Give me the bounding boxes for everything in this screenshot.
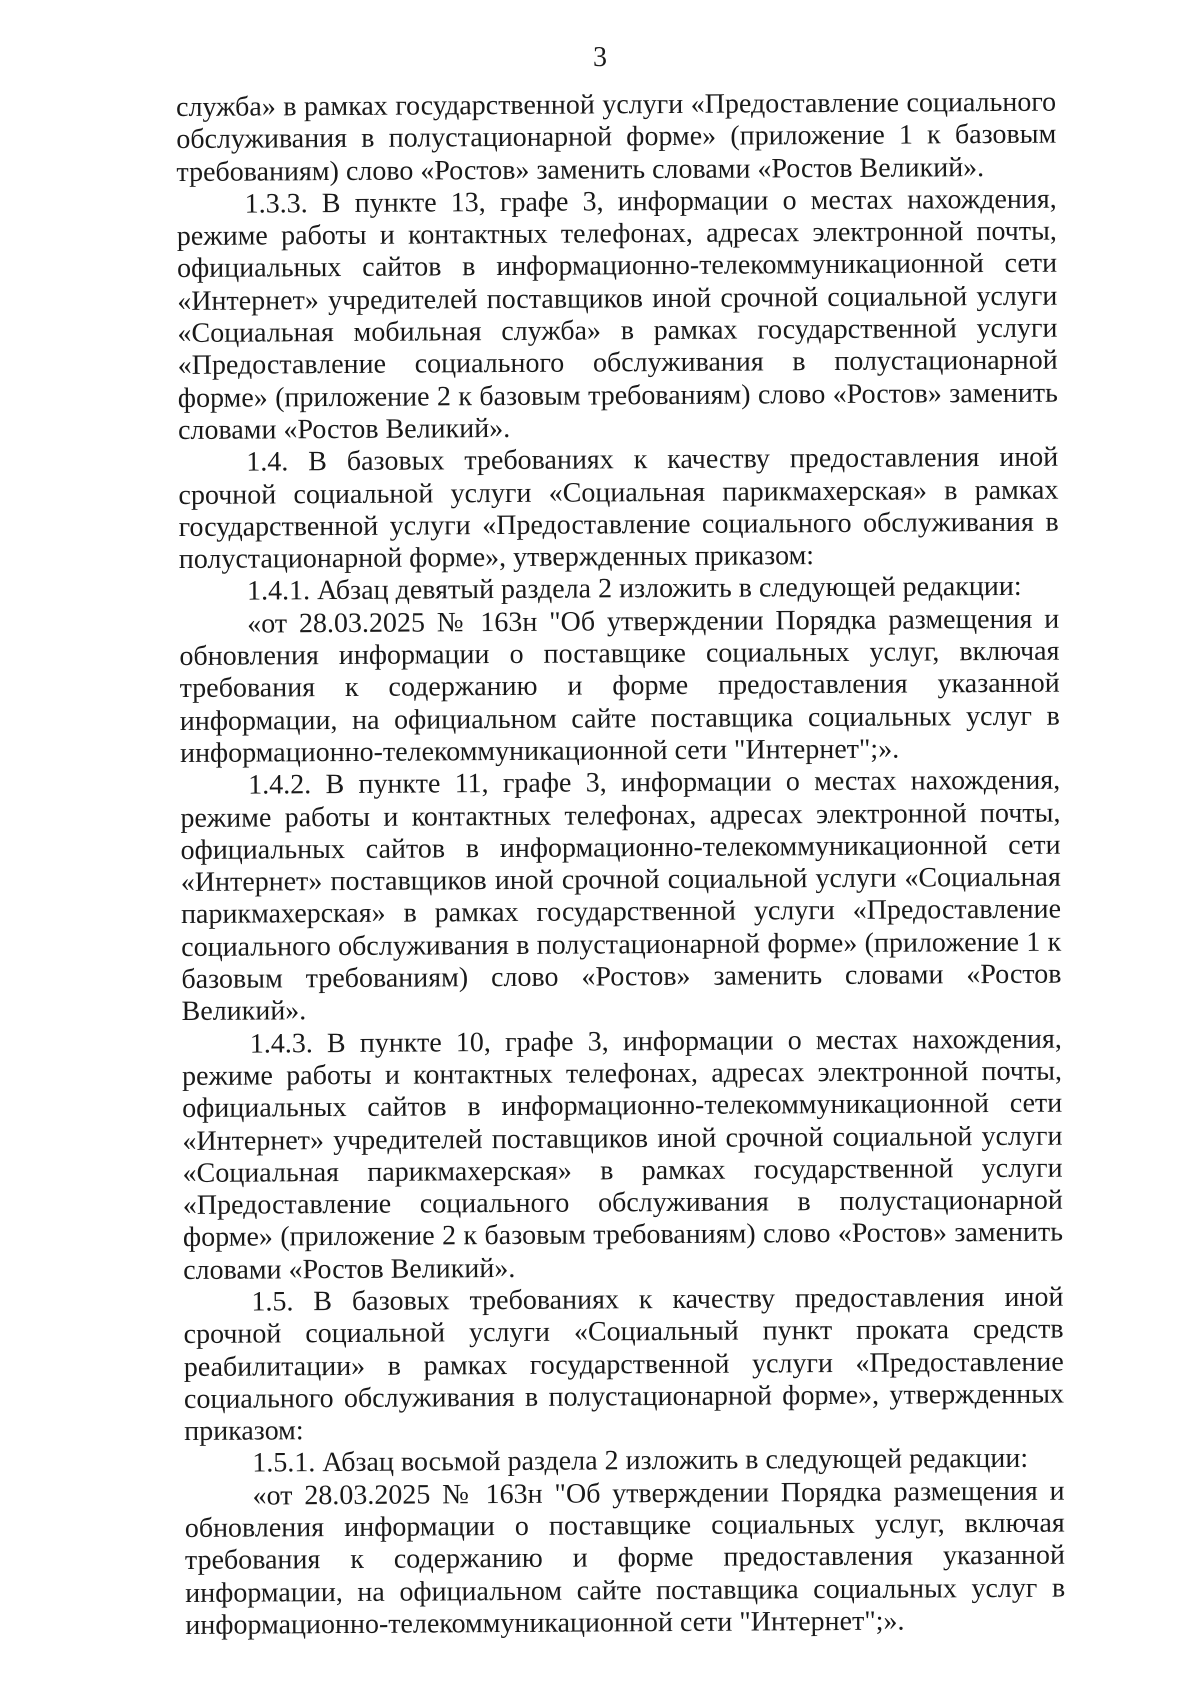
paragraph-1-3-3: 1.3.3. В пункте 13, графе 3, информации о местах нахождения, режиме работы и контактных телефонах, адресах электронной почты, официальных сайтов в информационно-телекоммуникационной сети «Интернет» учредителей поставщиков иной срочной социальной услуги «Социальная мобильная служба» в рамках государственной услуги «Предоставление социального обслуживания в полустационарной форме» (приложение 2 к базовым требованиям) слово «Ростов» заменить словами «Ростов Великий». bbox=[176, 183, 1058, 446]
paragraph-1-4-1: 1.4.1. Абзац девятый раздела 2 изложить в следующей редакции: bbox=[246, 571, 1022, 608]
paragraph-1-4: 1.4. В базовых требованиях к качеству предоставления иной срочной социальной услуги «Социальная парикмахерская» в рамках государственной услуги «Предоставление социального обслуживания в полустационарной форме», утвержденных приказом: bbox=[178, 441, 1059, 576]
document-body bbox=[176, 87, 1065, 1643]
paragraph-continuation: служба» в рамках государственной услуги «Предоставление социального обслуживания в полустационарной форме» (приложение 1 к базовым требованиям) слово «Ростов» заменить словами «Ростов Великий». bbox=[176, 86, 1057, 188]
paragraph-1-5-1: 1.5.1. Абзац восьмой раздела 2 изложить в следующей редакции: bbox=[252, 1443, 1029, 1480]
paragraph-1-5: 1.5. В базовых требованиях к качеству предоставления иной срочной социальной услуги «Социальный пункт проката средств реабилитации» в рамках государственной услуги «Предоставление социального обслуживания в полустационарной форме», утвержденных приказом: bbox=[183, 1281, 1065, 1448]
paragraph-1-4-3: 1.4.3. В пункте 10, графе 3, информации о местах нахождения, режиме работы и контактных телефонах, адресах электронной почты, официальных сайтов в информационно-телекоммуникационной сети «Интернет» учредителей поставщиков иной срочной социальной услуги «Социальная парикмахерская» в рамках государственной услуги «Предоставление социального обслуживания в полустационарной форме» (приложение 2 к базовым требованиям) слово «Ростов» заменить словами «Ростов Великий». bbox=[181, 1023, 1064, 1286]
paragraph-1-4-2: 1.4.2. В пункте 11, графе 3, информации о местах нахождения, режиме работы и контактных телефонах, адресах электронной почты, официальных сайтов в информационно-телекоммуникационной сети «Интернет» поставщиков иной срочной социальной услуги «Социальная парикмахерская» в рамках государственной услуги «Предоставление социального обслуживания в полустационарной форме» (приложение 1 к базовым требованиям) слово «Ростов» заменить словами «Ростов Великий». bbox=[180, 764, 1062, 1028]
paragraph-quote-1: «от 28.03.2025 № 163н "Об утверждении Порядка размещения и обновления информации о поставщике социальных услуг, включая требования к содержанию и форме предоставления указанной информации, на официальном сайте поставщика социальных услуг в информационно-телекоммуникационной сети "Интернет";». bbox=[179, 603, 1060, 769]
page-number: 3 bbox=[593, 42, 607, 73]
paragraph-quote-2: «от 28.03.2025 № 163н "Об утверждении Порядка размещения и обновления информации о поставщике социальных услуг, включая требования к содержанию и форме предоставления указанной информации, на официальном сайте поставщика социальных услуг в информационно-телекоммуникационной сети "Интернет";». bbox=[184, 1475, 1066, 1641]
